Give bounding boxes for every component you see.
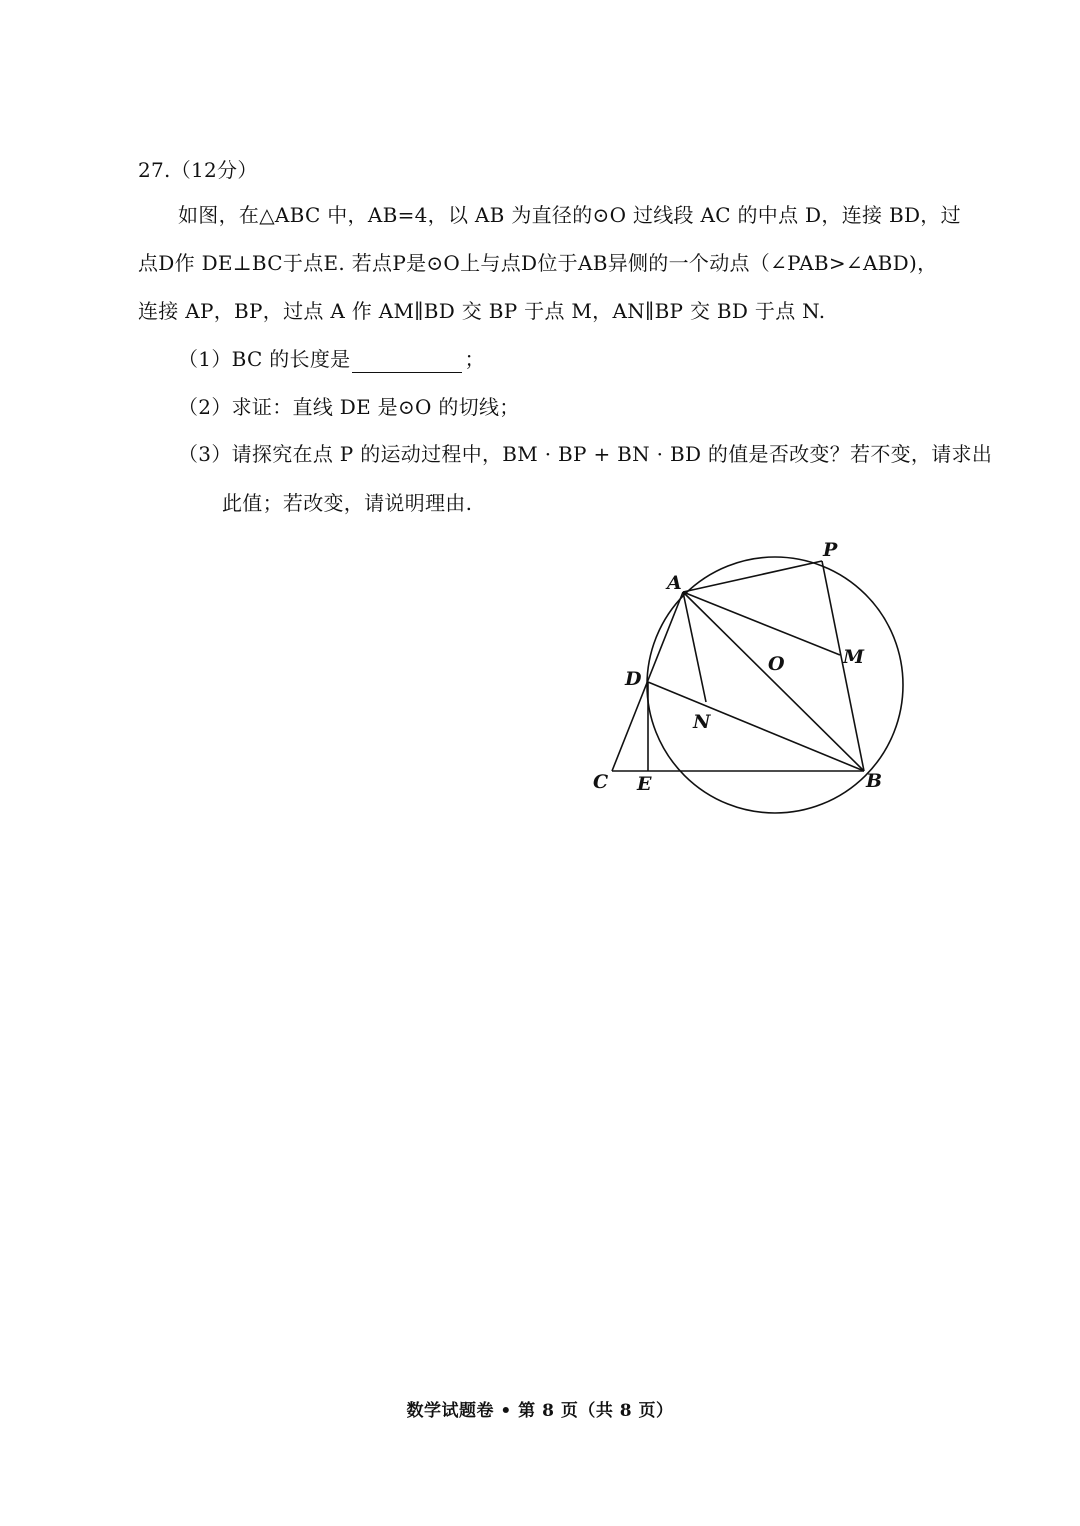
page-footer: 数学试题卷 • 第 8 页（共 8 页） — [406, 1401, 674, 1421]
question-number: 27.（12分） — [138, 158, 258, 182]
segment-an — [683, 592, 706, 702]
label-c: C — [593, 771, 609, 793]
question-stem-line-3: 连接 AP，BP，过点 A 作 AM∥BD 交 BP 于点 M，AN∥BP 交 BD 于点 N. — [138, 299, 826, 323]
label-n: N — [693, 711, 711, 733]
segment-ap — [683, 561, 822, 592]
label-m: M — [843, 646, 865, 668]
segment-bd — [648, 682, 864, 771]
sub-question-3-line-1: （3）请探究在点 P 的运动过程中，BM · BP + BN · BD 的值是否改变？若不变，请求出 — [178, 442, 993, 466]
label-d: D — [625, 668, 642, 690]
sub-question-1-text: （1）BC 的长度是 — [178, 347, 351, 371]
sub-question-1-end: ； — [464, 347, 485, 371]
segment-ab — [683, 592, 864, 771]
question-stem-line-1: 如图，在△ABC 中，AB=4，以 AB 为直径的⊙O 过线段 AC 的中点 D，连接 BD，过 — [178, 203, 961, 227]
label-o: O — [768, 653, 785, 675]
sub-question-2: （2）求证：直线 DE 是⊙O 的切线； — [178, 395, 520, 419]
sub-question-3-line-2: 此值；若改变，请说明理由. — [222, 491, 473, 515]
label-b: B — [866, 770, 883, 792]
segment-am — [683, 592, 840, 655]
label-a: A — [667, 572, 682, 594]
label-p: P — [823, 539, 838, 561]
question-stem-line-2: 点D作 DE⊥BC于点E. 若点P是⊙O上与点D位于AB异侧的一个动点（∠PAB>∠ABD)， — [138, 251, 938, 275]
label-e: E — [637, 773, 652, 795]
